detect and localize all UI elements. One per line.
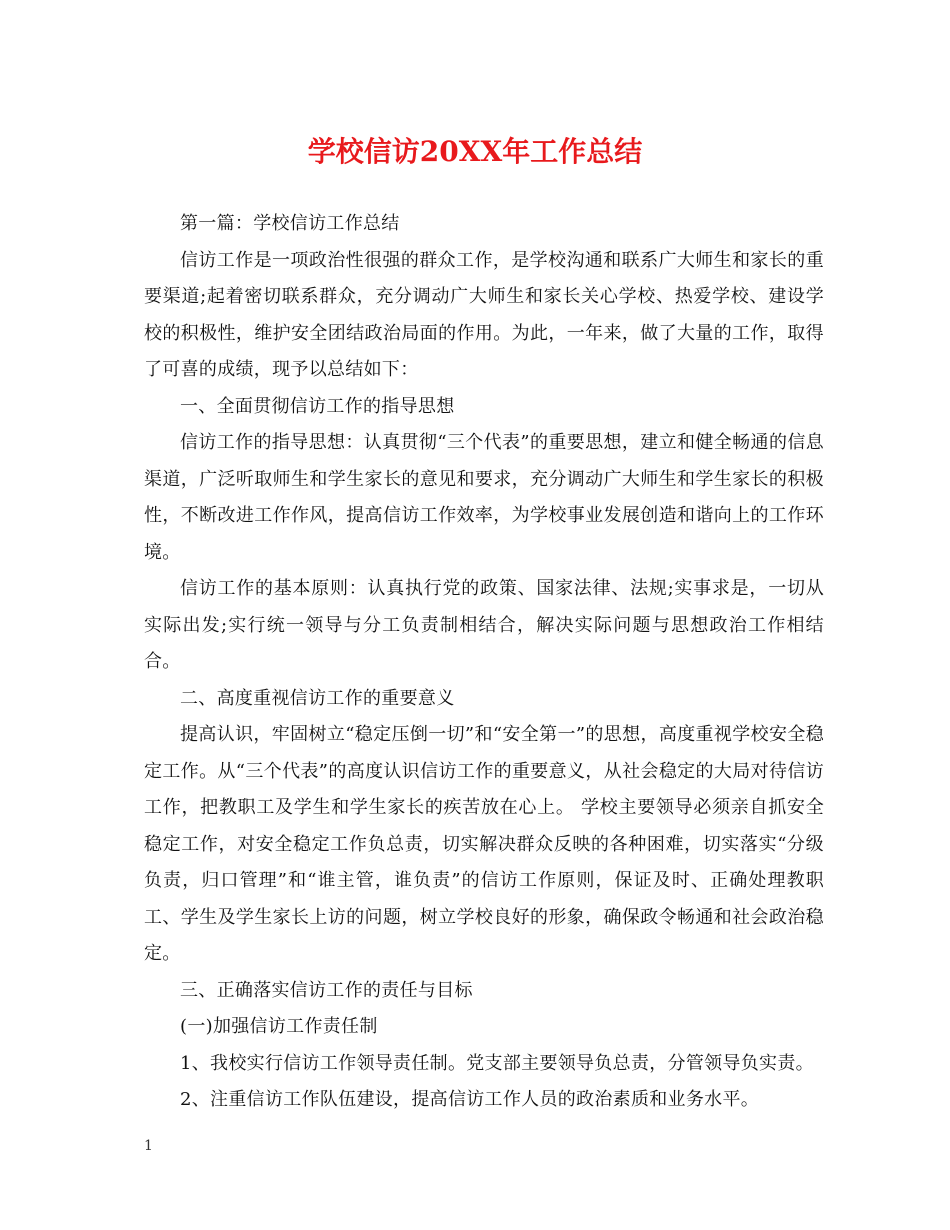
section-heading: 二、高度重视信访工作的重要意义 [180,687,455,709]
list-item: 2、注重信访工作队伍建设，提高信访工作人员的政治素质和业务水平。 [180,1089,760,1110]
paragraph: 提高认识，牢固树立“稳定压倒一切”和“安全第一”的思想，高度重视学校安全稳定工作。从“三个代表”的高度认识信访工作的重要意义，从社会稳定的大局对待信访工作，把教职工及学生和学生家长的疾苦放在心上。 学校主要领导必须亲自抓安全稳定工作，对安全稳定工作负总责，切实解决群众反映的各种困难，切实落实“分级负责，归口管理”和“谁主管，谁负责”的信访工作原则，保证及时、正确处理教职工、学生及学生家长上访的问题，树立学校良好的形象，确保政令畅通和社会政治稳定。 [144,724,824,964]
page-number: 1 [144,1138,153,1154]
document-body [144,206,824,1119]
section-heading: 一、全面贯彻信访工作的指导思想 [180,395,455,417]
paragraph: 信访工作是一项政治性很强的群众工作，是学校沟通和联系广大师生和家长的重要渠道;起着密切联系群众，充分调动广大师生和家长关心学校、热爱学校、建设学校的积极性，维护安全团结政治局面的作用。为此，一年来，做了大量的工作，取得了可喜的成绩，现予以总结如下： [144,249,824,380]
paragraph: 信访工作的指导思想：认真贯彻“三个代表”的重要思想，建立和健全畅通的信息渠道，广泛听取师生和学生家长的意见和要求，充分调动广大师生和学生家长的积极性，不断改进工作作风，提高信访工作效率，为学校事业发展创造和谐向上的工作环境。 [144,432,824,563]
sub-heading: (一)加强信访工作责任制 [180,1016,378,1037]
paragraph: 第一篇：学校信访工作总结 [180,213,400,234]
section-heading: 三、正确落实信访工作的责任与目标 [180,979,473,1001]
document-title: 学校信访20XX年工作总结 [307,135,643,168]
paragraph: 信访工作的基本原则：认真执行党的政策、国家法律、法规;实事求是，一切从实际出发;实行统一领导与分工负责制相结合，解决实际问题与思想政治工作相结合。 [144,578,824,672]
list-item: 1、我校实行信访工作领导责任制。党支部主要领导负总责，分管领导负实责。 [180,1052,814,1074]
